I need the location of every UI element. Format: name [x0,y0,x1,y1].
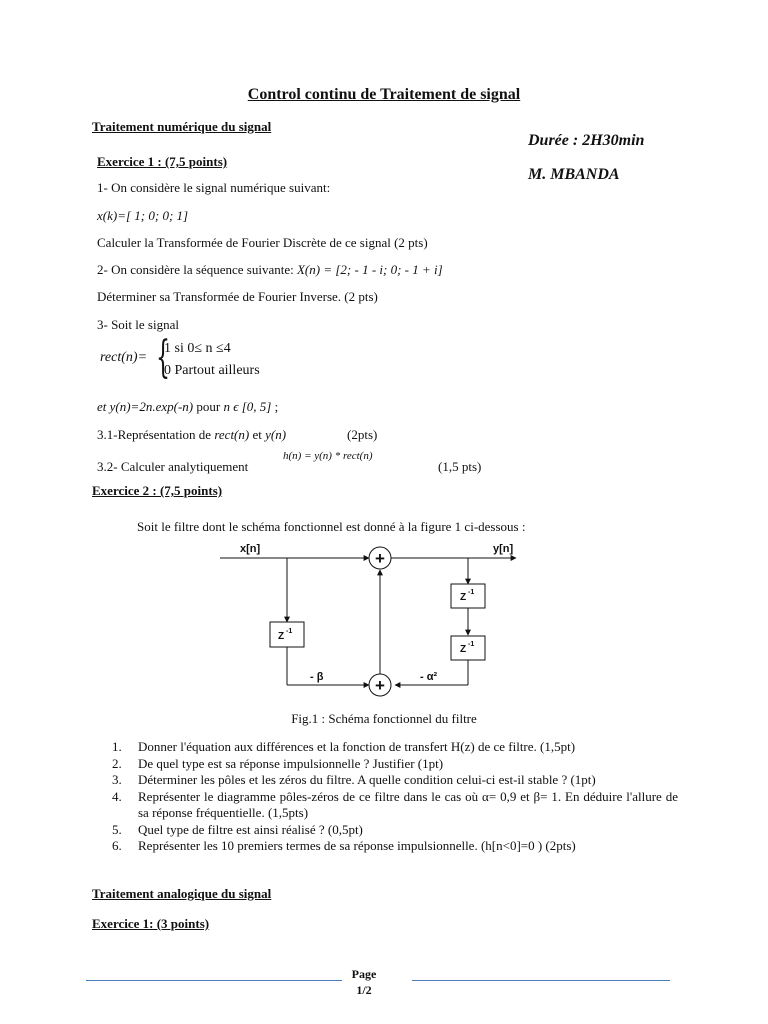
y-end: ; [271,399,279,414]
q31-text: 3.1-Représentation de [97,427,215,442]
question-list [112,739,678,855]
section-heading-analog: Traitement analogique du signal [92,886,272,901]
delay-box-right-2 [451,636,485,660]
question-text: Donner l'équation aux différences et la fonction de transfert H(z) de ce filtre. (1,5pt) [138,739,576,754]
question-number: 5. [112,821,122,837]
brace-symbol: { [156,332,170,383]
rect-case-2: 0 Partout ailleurs [164,363,260,378]
question-2-task: Déterminer sa Transformée de Fourier Inverse. (2 pts) [97,289,378,304]
duration: Durée : 2H30min [528,132,645,149]
question-item [112,739,678,756]
question-1: 1- On considère le signal numérique suivant: [97,180,331,195]
exercise-2-heading: Exercice 2 : (7,5 points) [92,483,223,498]
question-text: Déterminer les pôles et les zéros du filtre. A quelle condition celui-ci est-il stable ? (1pt) [138,772,596,787]
output-label: y[n] [493,543,514,555]
delay-right-1-z: Z [460,592,467,603]
delay-right-1-exp: -1 [468,589,475,596]
page-title: Control continu de Traitement de signal [247,86,521,103]
exercise-3-heading: Exercice 1: (3 points) [92,916,210,931]
question-text: De quel type est sa réponse impulsionnelle ? Justifier (1pt) [138,755,444,771]
y-pour: pour [193,399,224,414]
question-item [112,789,678,822]
question-number: 6. [112,838,122,853]
question-item [112,822,678,839]
question-3: 3- Soit le signal [97,317,179,332]
question-text: Représenter le diagramme pôles-zéros de ce filtre dans le cas où α= 0,9 et β= 1. En déduire l'allure de sa réponse fréquentielle. (1,5pts) [138,788,678,820]
delay-left-exp: -1 [286,628,293,635]
sequence-definition: X(n) = [2; - 1 - i; 0; - 1 + i] [296,262,443,277]
rect-lhs: rect(n)= [100,350,148,365]
rect-case-1: 1 si 0≤ n ≤4 [164,341,231,356]
y-range: n ϵ [0, 5] [223,399,272,414]
section-heading-numeric: Traitement numérique du signal [92,119,272,134]
question-3-2-points: (1,5 pts) [438,459,482,474]
question-number: 2. [112,755,122,771]
question-number: 1. [112,739,122,754]
question-3-2: 3.2- Calculer analytiquement [97,459,249,474]
y-definition [97,399,278,415]
delay-right-2-exp: -1 [468,641,475,648]
q31-and: et [249,427,266,442]
delay-left-z: Z [278,631,285,642]
beta-label: - β [310,671,324,683]
exercise-1-heading: Exercice 1 : (7,5 points) [97,154,228,169]
question-2 [97,262,443,278]
filter-block-diagram [220,538,520,706]
question-item [112,756,678,773]
question-item [112,838,678,855]
question-3-1 [97,427,286,443]
exercise-2-intro: Soit le filtre dont le schéma fonctionnel est donné à la figure 1 ci-dessous : [137,519,526,534]
question-item [112,772,678,789]
page-number: Page 1/2 [351,967,377,997]
question-text: Quel type de filtre est ainsi réalisé ? (0,5pt) [138,821,363,837]
adder-top-sign: + [375,549,385,568]
question-number: 4. [112,788,122,804]
y-formula: et y(n)=2n.exp(-n) [97,399,194,414]
adder-bottom-sign: + [375,676,385,695]
author: M. MBANDA [528,166,620,183]
question-text: Représenter les 10 premiers termes de sa réponse impulsionnelle. (h[n<0]=0 ) (2pts) [138,838,576,853]
figure-caption: Fig.1 : Schéma fonctionnel du filtre [291,711,477,726]
footer-rule-left [86,980,342,981]
input-label: x[n] [240,543,261,555]
q31-rect: rect(n) [214,427,250,442]
signal-definition: x(k)=[ 1; 0; 0; 1] [97,208,189,223]
delay-box-right-1 [451,584,485,608]
convolution-formula: h(n) = y(n) * rect(n) [283,450,373,462]
question-number: 3. [112,772,122,787]
footer-rule-right [412,980,670,981]
delay-right-2-z: Z [460,644,467,655]
question-3-1-points: (2pts) [347,427,378,442]
q31-y: y(n) [265,427,287,442]
question-2-prefix: 2- On considère la séquence suivante: [97,262,297,277]
alpha-label: - α² [420,671,438,683]
question-1-task: Calculer la Transformée de Fourier Discrète de ce signal (2 pts) [97,235,428,250]
